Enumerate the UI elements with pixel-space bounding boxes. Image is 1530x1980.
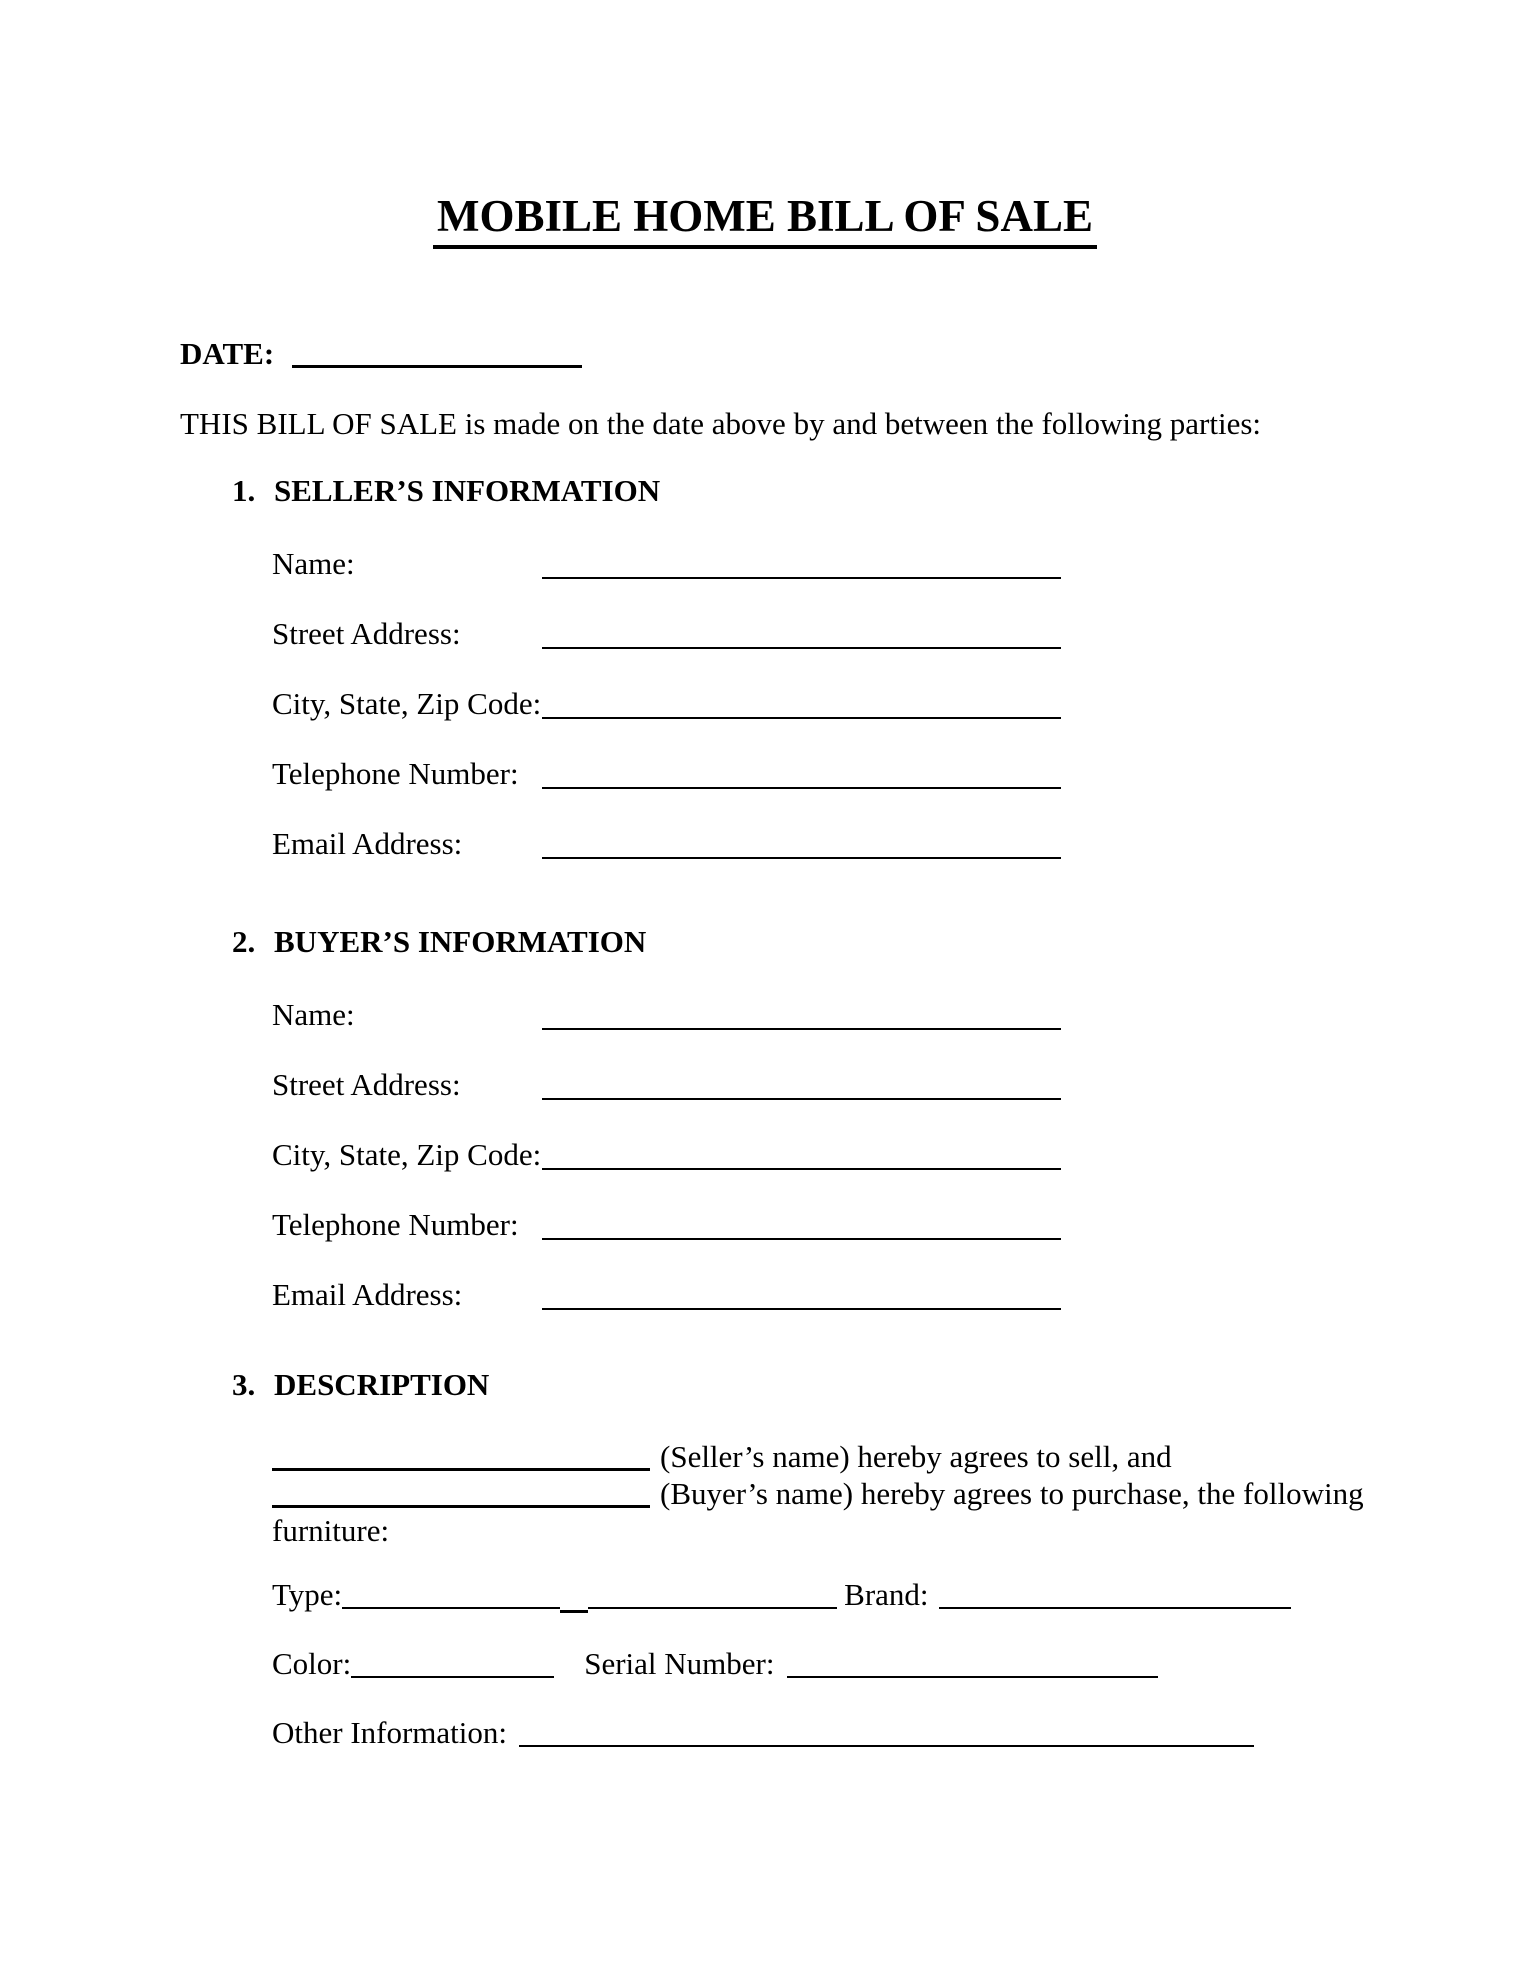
brand-line[interactable] [939,1607,1291,1609]
section-number: 2. [232,923,256,959]
field-row [272,1066,1061,1104]
field-row [272,825,1061,863]
buyer-street-line[interactable] [542,1066,1061,1100]
field-row [272,615,1061,653]
seller-name-label: Name: [272,545,355,581]
type-brand-row [272,1576,1530,1613]
seller-street-line[interactable] [542,615,1061,649]
date-row [180,335,1530,372]
date-input-line[interactable] [292,365,582,368]
type-line-1[interactable] [342,1607,560,1609]
buyer-name-line[interactable] [542,996,1061,1030]
field-row [272,685,1061,723]
seller-street-label: Street Address: [272,615,461,651]
color-serial-row [272,1645,1530,1682]
section-title-seller: SELLER’S INFORMATION [274,472,661,508]
serial-number-line[interactable] [787,1676,1158,1678]
buyer-phone-label: Telephone Number: [272,1206,519,1242]
section-number: 1. [232,472,256,508]
desc-buyer-row [272,1475,1470,1512]
field-row [272,1206,1061,1244]
buyer-phone-line[interactable] [542,1206,1061,1240]
desc-buyer-text: (Buyer’s name) hereby agrees to purchase, the following [660,1475,1364,1511]
page-title-text: MOBILE HOME BILL OF SALE [433,192,1097,249]
section-heading-buyer [232,923,1530,960]
section-title-description: DESCRIPTION [274,1366,490,1402]
field-row [272,1136,1061,1174]
other-information-line[interactable] [519,1745,1254,1747]
seller-email-line[interactable] [542,825,1061,859]
desc-seller-name-line[interactable] [272,1468,650,1471]
color-label: Color: [272,1645,352,1681]
section-heading-seller [232,472,1530,509]
section-number: 3. [232,1366,256,1402]
date-label: DATE: [180,335,275,371]
seller-city-line[interactable] [542,685,1061,719]
field-row [272,755,1061,793]
field-row [272,1276,1061,1314]
seller-email-label: Email Address: [272,825,463,861]
buyer-email-label: Email Address: [272,1276,463,1312]
field-row [272,996,1061,1034]
other-information-row [272,1714,1530,1751]
seller-phone-label: Telephone Number: [272,755,519,791]
seller-name-line[interactable] [542,545,1061,579]
seller-city-label: City, State, Zip Code: [272,685,542,721]
color-line[interactable] [351,1676,554,1678]
type-label: Type: [272,1576,343,1612]
buyer-city-label: City, State, Zip Code: [272,1136,542,1172]
intro-paragraph: THIS BILL OF SALE is made on the date above by and between the following parties: [180,405,1262,441]
brand-label: Brand: [844,1576,929,1612]
buyer-name-label: Name: [272,996,355,1032]
desc-seller-row [272,1438,1470,1475]
buyer-email-line[interactable] [542,1276,1061,1310]
desc-continuation: furniture: [272,1512,390,1548]
type-line-2[interactable] [588,1607,837,1609]
desc-seller-text: (Seller’s name) hereby agrees to sell, and [660,1438,1172,1474]
seller-phone-line[interactable] [542,755,1061,789]
section-title-buyer: BUYER’S INFORMATION [274,923,647,959]
desc-buyer-name-line[interactable] [272,1505,650,1508]
type-line-gap[interactable] [560,1610,588,1613]
field-row [272,545,1061,583]
other-information-label: Other Information: [272,1714,508,1750]
section-heading-description [232,1366,1530,1403]
serial-number-label: Serial Number: [584,1645,775,1681]
buyer-street-label: Street Address: [272,1066,461,1102]
buyer-city-line[interactable] [542,1136,1061,1170]
page-title [0,192,1530,249]
description-paragraph [272,1438,1470,1549]
